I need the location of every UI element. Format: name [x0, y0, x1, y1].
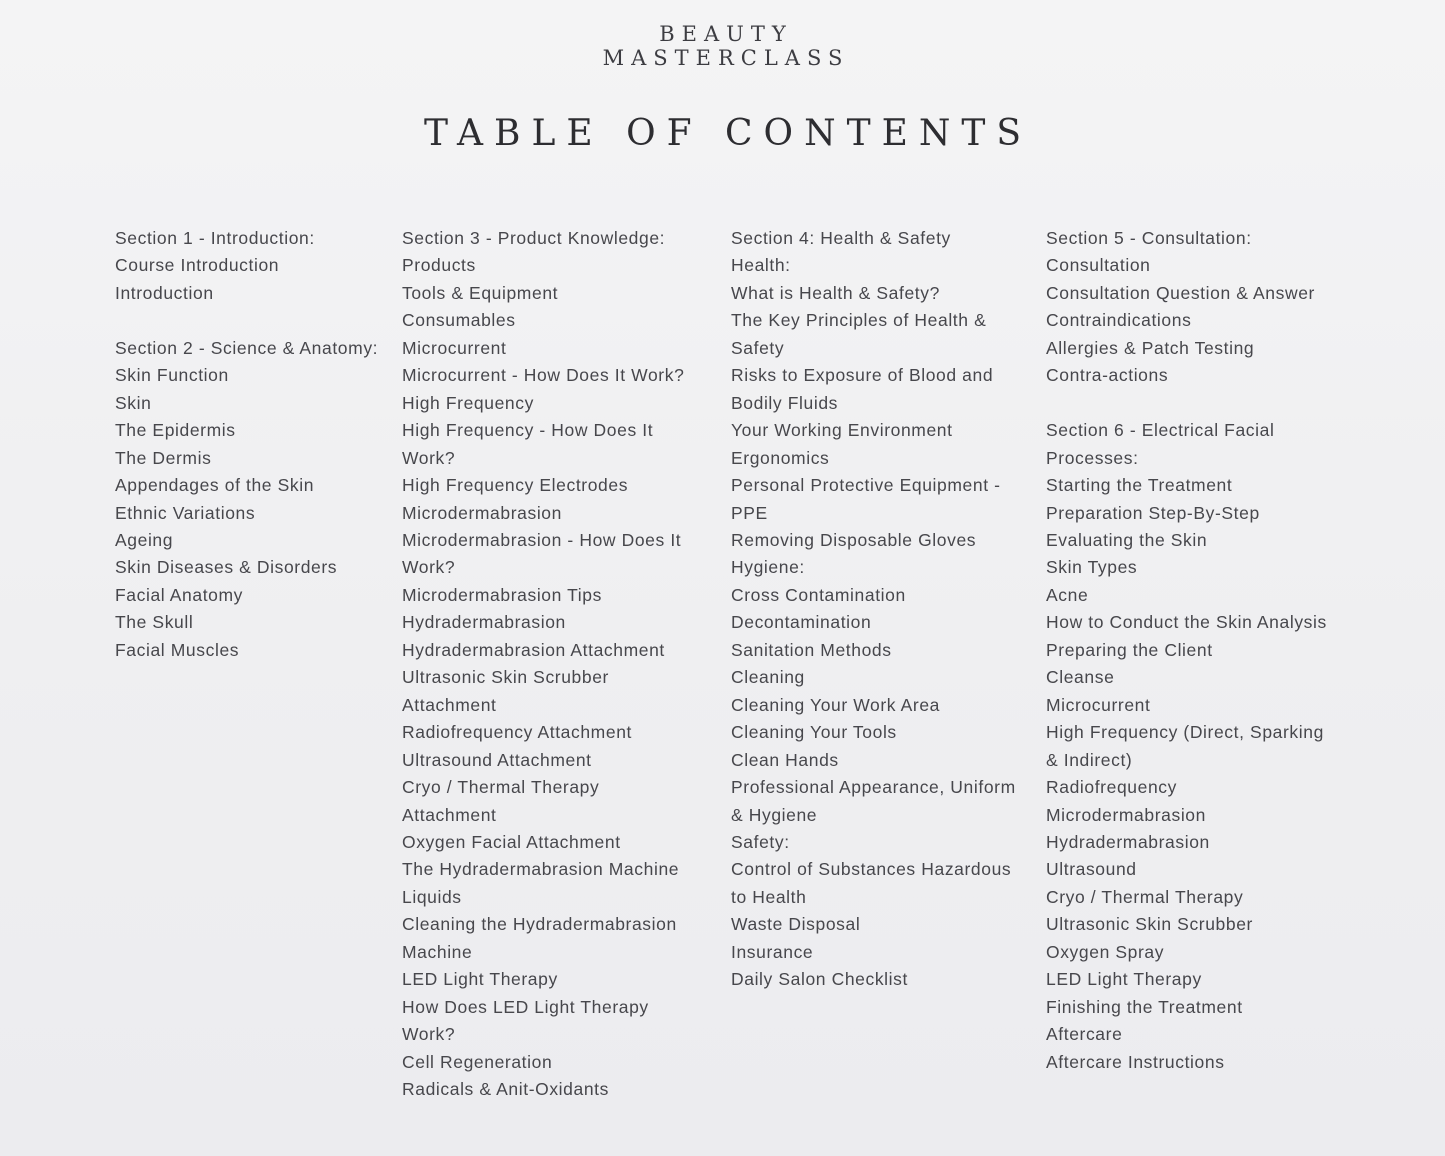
- toc-spacer: [1046, 390, 1327, 417]
- toc-entry: Risks to Exposure of Blood and: [731, 365, 994, 386]
- toc-entry: Cleanse: [1046, 667, 1115, 688]
- toc-entry: Sanitation Methods: [731, 639, 892, 660]
- toc-entry: Tools & Equipment: [402, 282, 559, 303]
- toc-entry: Contra-actions: [1046, 365, 1169, 386]
- toc-entry: Microdermabrasion: [1046, 804, 1206, 825]
- toc-entry: Introduction: [115, 282, 214, 303]
- toc-entry: Cell Regeneration: [402, 1051, 553, 1072]
- toc-entry: Course Introduction: [115, 255, 280, 276]
- toc-entry: What is Health & Safety?: [731, 282, 940, 303]
- toc-entry: Microcurrent: [1046, 694, 1151, 715]
- toc-entry: Control of Substances Hazardous: [731, 859, 1012, 880]
- toc-entry: How to Conduct the Skin Analysis: [1046, 612, 1327, 633]
- toc-entry: Cleaning the Hydradermabrasion: [402, 914, 677, 935]
- toc-entry: Cross Contamination: [731, 584, 906, 605]
- toc-entry: Consumables: [402, 310, 516, 331]
- toc-section-heading: Section 3 - Product Knowledge:: [402, 228, 666, 248]
- brand-line-2: MASTERCLASS: [602, 46, 850, 70]
- toc-entry: Waste Disposal: [731, 914, 861, 935]
- toc-entry: Attachment: [402, 804, 497, 825]
- toc-entry: Daily Salon Checklist: [731, 969, 908, 990]
- toc-entry: Bodily Fluids: [731, 392, 839, 413]
- toc-entry: Work?: [402, 1024, 456, 1045]
- toc-entry: High Frequency: [402, 392, 534, 413]
- toc-entry: Safety: [731, 337, 785, 358]
- toc-entry: Cleaning Your Work Area: [731, 694, 941, 715]
- brand-line-1: BEAUTY: [659, 22, 793, 46]
- toc-entry: Cryo / Thermal Therapy: [1046, 886, 1244, 907]
- toc-entry: Removing Disposable Gloves: [731, 529, 977, 550]
- toc-entry: Finishing the Treatment: [1046, 996, 1243, 1017]
- toc-entry: The Skull: [115, 612, 194, 633]
- page-title: TABLE OF CONTENTS: [423, 113, 1033, 154]
- toc-entry: Microdermabrasion - How Does It: [402, 529, 682, 550]
- toc-entry: PPE: [731, 502, 768, 523]
- toc-entry: Ultrasonic Skin Scrubber: [1046, 914, 1253, 935]
- toc-entry: Skin: [115, 392, 152, 413]
- toc-entry: Starting the Treatment: [1046, 475, 1233, 496]
- toc-entry: Processes:: [1046, 447, 1139, 468]
- toc-entry: Skin Types: [1046, 557, 1138, 578]
- toc-spacer: [115, 307, 378, 334]
- toc-entry: Attachment: [402, 694, 497, 715]
- toc-entry: Skin Function: [115, 365, 229, 386]
- toc-section-heading: Section 4: Health & Safety: [731, 228, 951, 248]
- toc-entry: Preparing the Client: [1046, 639, 1213, 660]
- toc-entry: Work?: [402, 557, 456, 578]
- toc-entry: Safety:: [731, 831, 790, 852]
- toc-entry: Health:: [731, 255, 791, 276]
- toc-entry: & Indirect): [1046, 749, 1133, 770]
- toc-entry: Hydradermabrasion Attachment: [402, 639, 665, 660]
- toc-entry: Preparation Step-By-Step: [1046, 502, 1260, 523]
- toc-entry: Facial Anatomy: [115, 584, 244, 605]
- toc-entry: Professional Appearance, Uniform: [731, 777, 1016, 798]
- toc-entry: Machine: [402, 941, 473, 962]
- toc-entry: Oxygen Facial Attachment: [402, 831, 621, 852]
- toc-entry: Allergies & Patch Testing: [1046, 337, 1255, 358]
- toc-entry: Cleaning: [731, 667, 805, 688]
- toc-entry: Ultrasonic Skin Scrubber: [402, 667, 609, 688]
- toc-entry: Ultrasound Attachment: [402, 749, 592, 770]
- toc-section-heading: Section 6 - Electrical Facial: [1046, 420, 1275, 441]
- toc-entry: The Epidermis: [115, 420, 236, 441]
- toc-entry: Radicals & Anit-Oxidants: [402, 1079, 609, 1100]
- toc-entry: Facial Muscles: [115, 639, 240, 660]
- toc-entry: to Health: [731, 886, 807, 907]
- toc-entry: Acne: [1046, 584, 1089, 605]
- toc-entry: Decontamination: [731, 612, 872, 633]
- toc-entry: Appendages of the Skin: [115, 475, 315, 496]
- toc-entry: Products: [402, 255, 476, 276]
- toc-entry: LED Light Therapy: [402, 969, 558, 990]
- toc-entry: Clean Hands: [731, 749, 839, 770]
- toc-entry: Your Working Environment: [731, 420, 953, 441]
- toc-entry: Consultation Question & Answer: [1046, 282, 1315, 303]
- toc-entry: Work?: [402, 447, 456, 468]
- toc-entry: Contraindications: [1046, 310, 1192, 331]
- toc-entry: Insurance: [731, 941, 814, 962]
- toc-entry: Aftercare: [1046, 1024, 1123, 1045]
- toc-entry: Cryo / Thermal Therapy: [402, 777, 600, 798]
- toc-entry: The Hydradermabrasion Machine: [402, 859, 680, 880]
- toc-entry: Cleaning Your Tools: [731, 722, 897, 743]
- toc-entry: Microdermabrasion Tips: [402, 584, 602, 605]
- brand-logo: [0, 22, 1445, 70]
- toc-entry: How Does LED Light Therapy: [402, 996, 649, 1017]
- toc-entry: LED Light Therapy: [1046, 969, 1202, 990]
- toc-entry: Personal Protective Equipment -: [731, 475, 1001, 496]
- toc-entry: Ageing: [115, 529, 174, 550]
- toc-section-heading: Section 2 - Science & Anatomy:: [115, 337, 379, 358]
- toc-entry: Skin Diseases & Disorders: [115, 557, 338, 578]
- toc-column-4: [1046, 225, 1327, 1076]
- toc-entry: Liquids: [402, 886, 462, 907]
- toc-entry: The Key Principles of Health &: [731, 310, 987, 331]
- toc-entry: Hygiene:: [731, 557, 805, 578]
- toc-entry: High Frequency (Direct, Sparking: [1046, 722, 1324, 743]
- toc-entry: Radiofrequency: [1046, 777, 1177, 798]
- toc-section-heading: Section 1 - Introduction:: [115, 228, 315, 248]
- toc-entry: Radiofrequency Attachment: [402, 722, 632, 743]
- toc-entry: Microdermabrasion: [402, 502, 562, 523]
- toc-column-2: [402, 225, 684, 1104]
- toc-entry: Ethnic Variations: [115, 502, 256, 523]
- toc-section-heading: Section 5 - Consultation:: [1046, 228, 1252, 248]
- toc-entry: The Dermis: [115, 447, 212, 468]
- toc-entry: Hydradermabrasion: [1046, 831, 1210, 852]
- toc-entry: Microcurrent: [402, 337, 507, 358]
- toc-entry: Microcurrent - How Does It Work?: [402, 365, 685, 386]
- toc-entry: Hydradermabrasion: [402, 612, 566, 633]
- toc-entry: High Frequency Electrodes: [402, 475, 629, 496]
- toc-entry: Evaluating the Skin: [1046, 529, 1208, 550]
- toc-entry: Oxygen Spray: [1046, 941, 1165, 962]
- toc-entry: Ultrasound: [1046, 859, 1137, 880]
- toc-entry: Ergonomics: [731, 447, 830, 468]
- toc-column-3: [731, 225, 1016, 994]
- toc-entry: Aftercare Instructions: [1046, 1051, 1225, 1072]
- toc-entry: Consultation: [1046, 255, 1151, 276]
- toc-column-1: [115, 225, 378, 664]
- toc-entry: High Frequency - How Does It: [402, 420, 654, 441]
- toc-entry: & Hygiene: [731, 804, 818, 825]
